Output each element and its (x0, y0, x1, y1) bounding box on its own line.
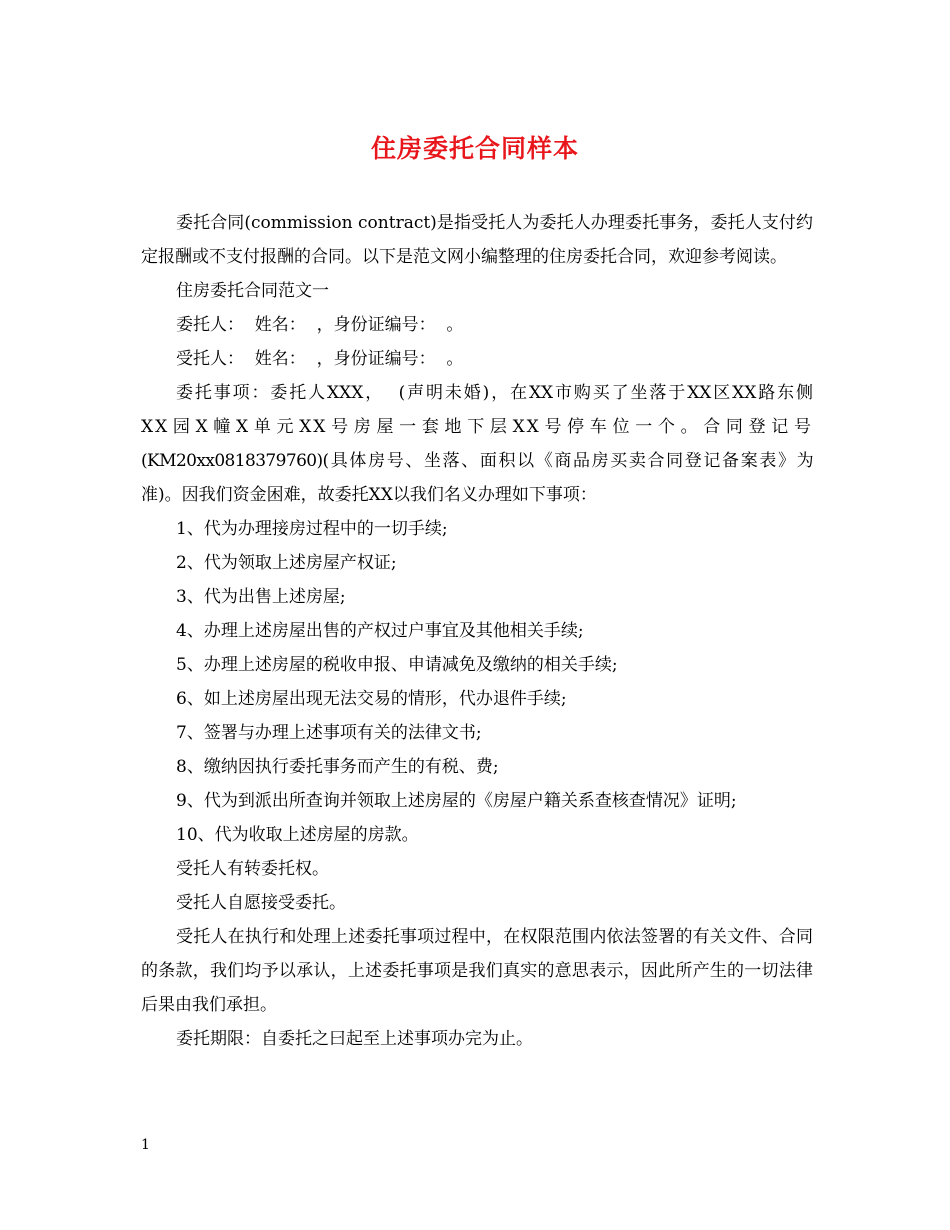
principal-line: 委托人： 姓名： ，身份证编号： 。 (176, 315, 464, 335)
transfer-paragraph: 受托人有转委托权。 (176, 859, 329, 879)
matters-line-1: 委托事项：委托人XXX， (声明未婚)，在XX市购买了坐落于XX区XX路东侧 (176, 383, 813, 403)
matters-line-3: (KM20xx0818379760)(具体房号、坐落、面积以《商品房买卖合同登记备案表》为 (141, 451, 813, 471)
page-number: 1 (141, 1137, 150, 1153)
document-title: 住房委托合同样本 (370, 134, 579, 163)
list-item: 5、办理上述房屋的税收申报、申请减免及缴纳的相关手续; (176, 655, 618, 675)
intro-paragraph: 委托合同(commission contract)是指受托人为委托人办理委托事务，委托人支付约定报酬或不支付报酬的合同。以下是范文网小编整理的住房委托合同，欢迎参考阅读。 (141, 213, 813, 267)
term-paragraph: 委托期限：自委托之曰起至上述事项办完为止。 (176, 1029, 533, 1049)
list-item: 3、代为出售上述房屋; (176, 587, 346, 607)
list-item: 8、缴纳因执行委托事务而产生的有税、费; (176, 757, 499, 777)
liability-paragraph: 受托人在执行和处理上述委托事项过程中，在权限范围内依法签署的有关文件、合同的条款，我们均予以承认，上述委托事项是我们真实的意思表示，因此所产生的一切法律后果由我们承担。 (141, 927, 813, 1015)
accept-paragraph: 受托人自愿接受委托。 (176, 893, 346, 913)
document-body (141, 206, 813, 1056)
list-item: 6、如上述房屋出现无法交易的情形，代办退件手续; (176, 689, 567, 709)
list-item: 10、代为收取上述房屋的房款。 (176, 825, 419, 845)
matters-line-2: XX园X幢X单元XX号房屋一套地下层XX号停车位一个。合同登记号 (141, 417, 813, 437)
list-item: 9、代为到派出所查询并领取上述房屋的《房屋户籍关系查核查情况》证明; (176, 791, 737, 811)
agent-line: 受托人： 姓名： ，身份证编号： 。 (176, 349, 464, 369)
sample-heading: 住房委托合同范文一 (176, 281, 329, 301)
list-item: 1、代为办理接房过程中的一切手续; (176, 519, 448, 539)
matters-line-4: 准)。因我们资金困难，故委托XX以我们名义办理如下事项： (141, 485, 597, 505)
list-item: 2、代为领取上述房屋产权证; (176, 553, 397, 573)
list-item: 7、签署与办理上述事项有关的法律文书; (176, 723, 482, 743)
list-item: 4、办理上述房屋出售的产权过户事宜及其他相关手续; (176, 621, 584, 641)
